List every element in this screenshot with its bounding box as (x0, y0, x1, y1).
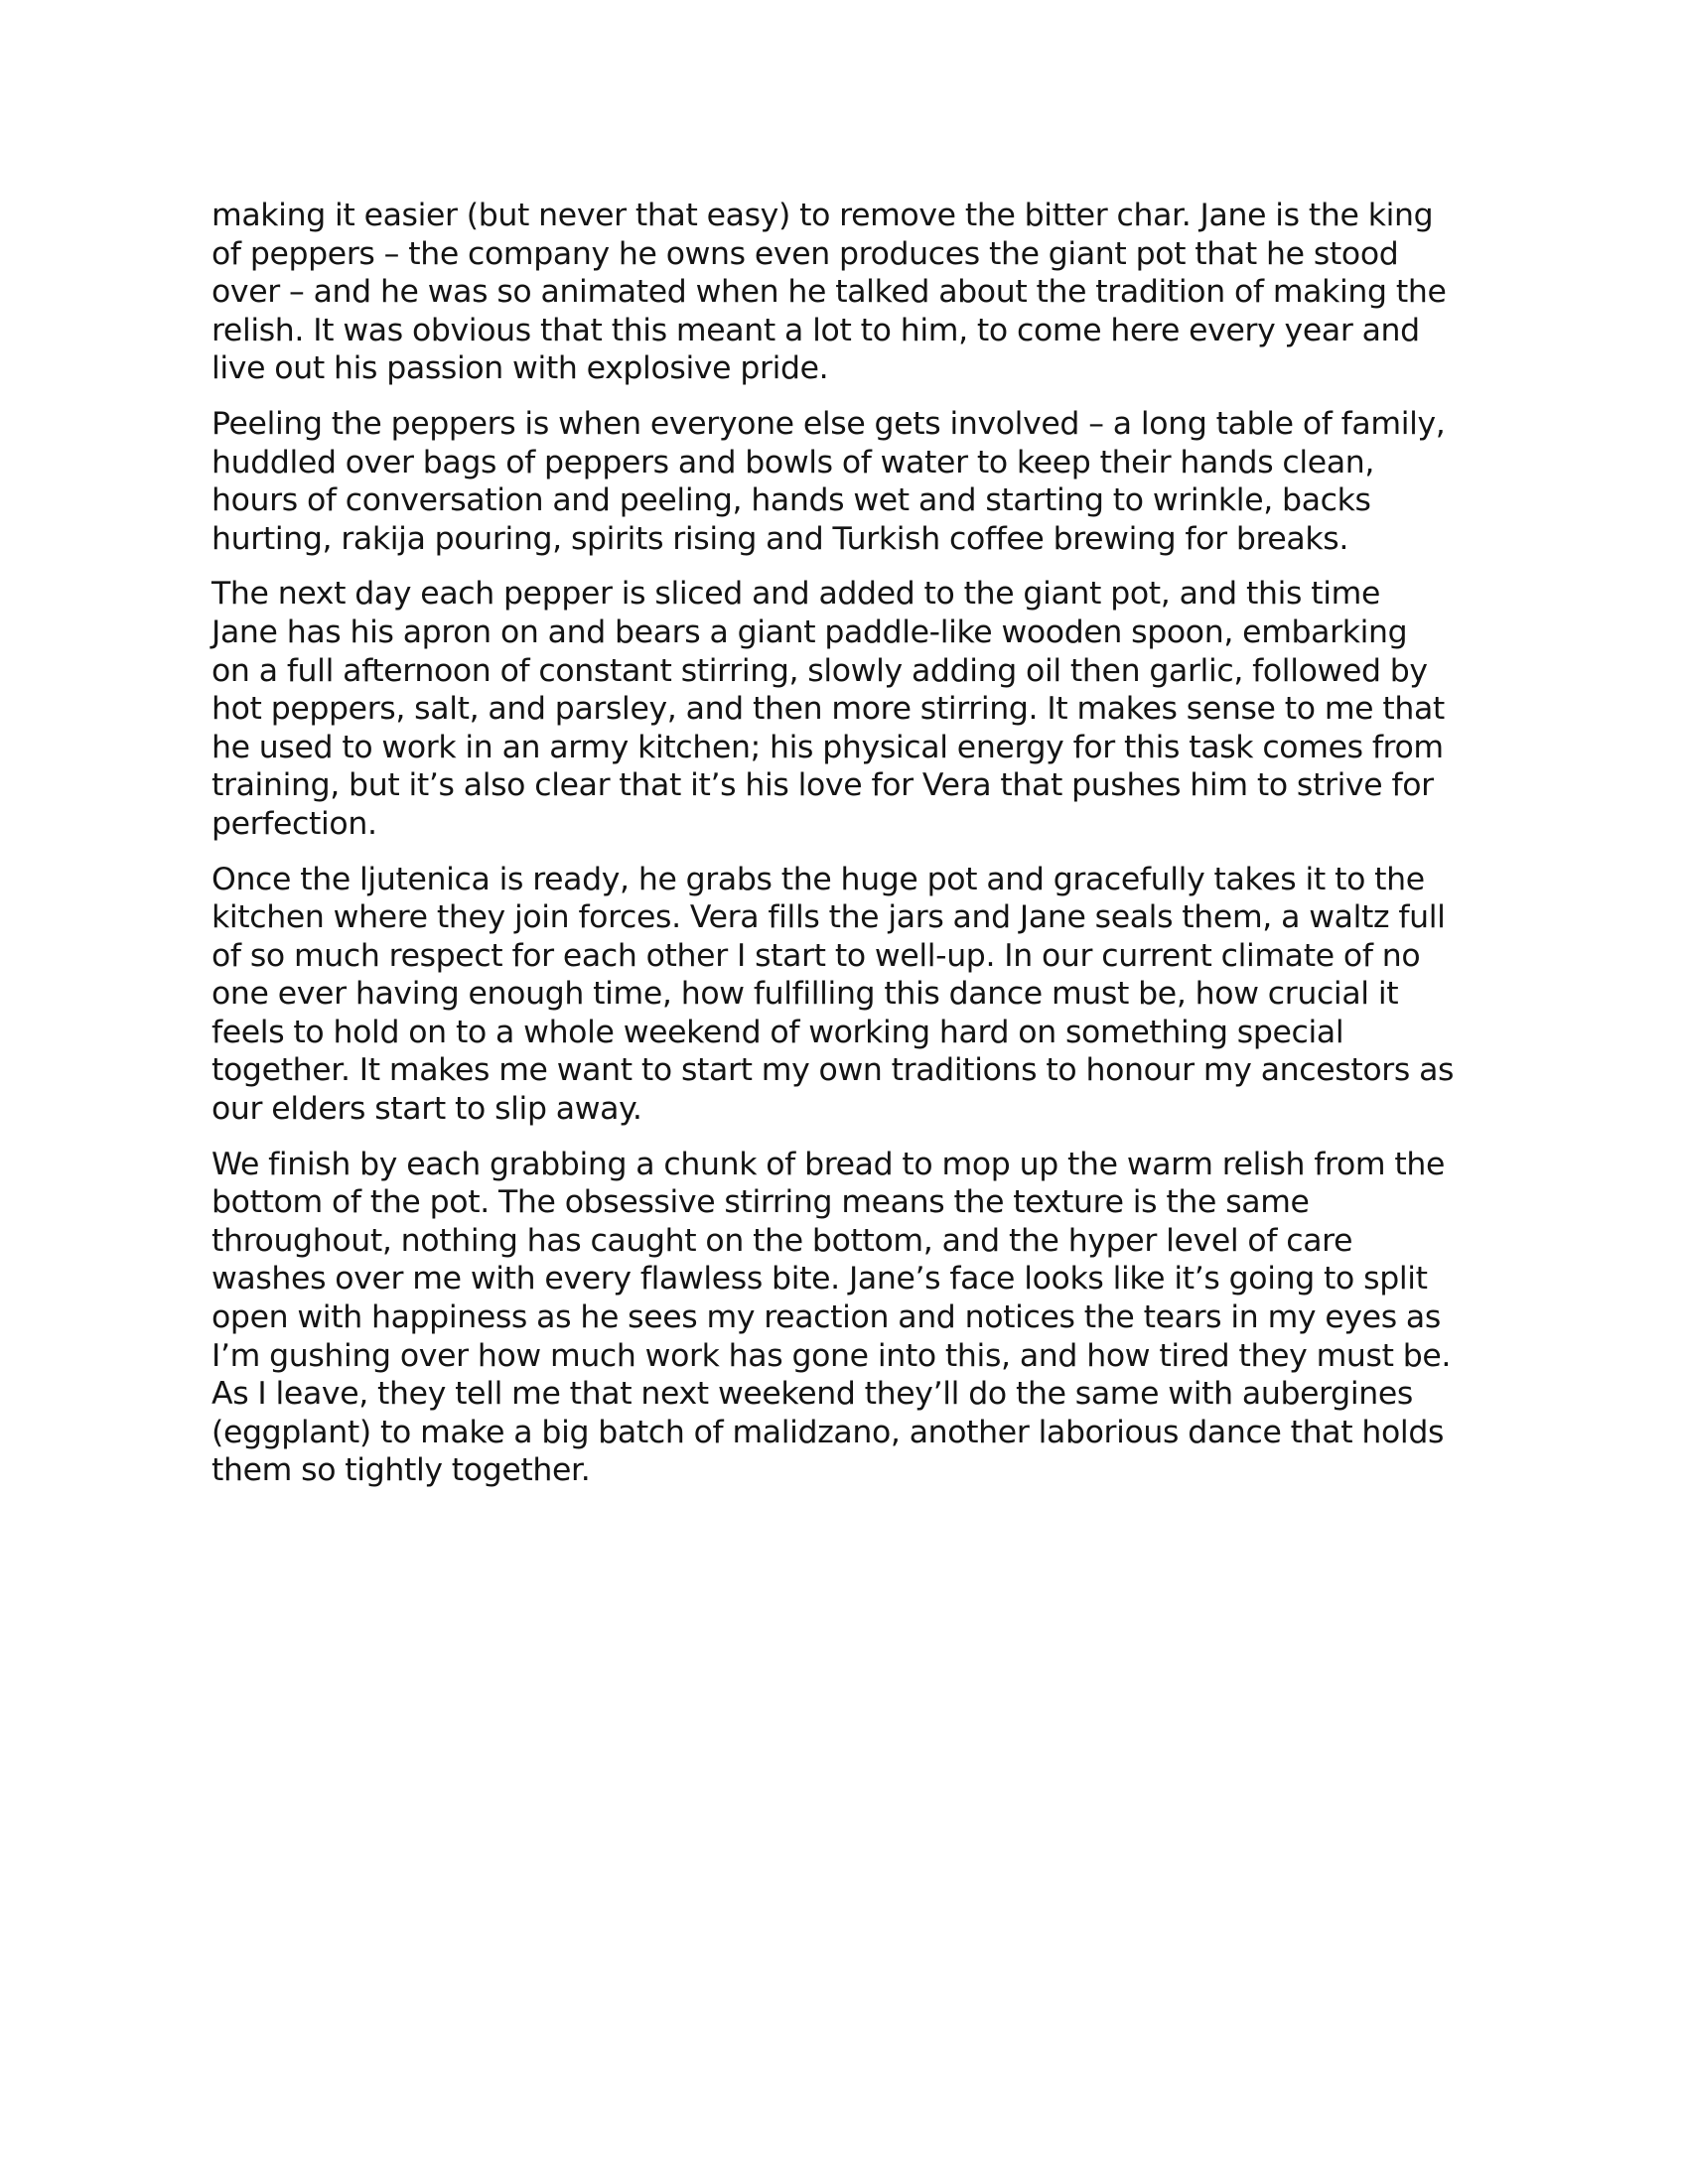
paragraph-4 (211, 861, 1492, 1129)
text-line: huddled over bags of peppers and bowls of water to keep their hands clean, (211, 444, 1375, 480)
text-line: I’m gushing over how much work has gone into this, and how tired they must be. (211, 1337, 1452, 1374)
text-line: Peeling the peppers is when everyone else gets involved – a long table of family, (211, 405, 1446, 442)
text-line: hours of conversation and peeling, hands wet and starting to wrinkle, backs (211, 482, 1371, 519)
body-text (211, 197, 1492, 1507)
text-line: open with happiness as he sees my reaction and notices the tears in my eyes as (211, 1299, 1441, 1336)
text-line: of peppers – the company he owns even produces the giant pot that he stood (211, 235, 1399, 272)
text-line: hurting, rakija pouring, spirits rising and Turkish coffee brewing for breaks. (211, 520, 1348, 557)
text-line: relish. It was obvious that this meant a lot to him, to come here every year and (211, 312, 1420, 348)
text-line: of so much respect for each other I start to well-up. In our current climate of no (211, 937, 1421, 974)
text-line: washes over me with every flawless bite. Jane’s face looks like it’s going to split (211, 1261, 1428, 1297)
text-line: As I leave, they tell me that next weekend they’ll do the same with aubergines (211, 1376, 1413, 1413)
paragraph-3 (211, 575, 1492, 843)
text-line: them so tightly together. (211, 1452, 591, 1489)
text-line: throughout, nothing has caught on the bottom, and the hyper level of care (211, 1222, 1353, 1259)
text-line: on a full afternoon of constant stirring, slowly adding oil then garlic, followed by (211, 652, 1428, 689)
paragraph-1 (211, 197, 1492, 388)
text-line: feels to hold on to a whole weekend of working hard on something special (211, 1014, 1344, 1050)
text-line: live out his passion with explosive pride. (211, 350, 829, 387)
text-line: Once the ljutenica is ready, he grabs the huge pot and gracefully takes it to the (211, 861, 1425, 897)
paragraph-2 (211, 405, 1492, 558)
text-line: training, but it’s also clear that it’s his love for Vera that pushes him to strive for (211, 767, 1434, 804)
text-line: We finish by each grabbing a chunk of bread to mop up the warm relish from the (211, 1146, 1446, 1182)
text-line: (eggplant) to make a big batch of malidzano, another laborious dance that holds (211, 1414, 1445, 1450)
text-line: kitchen where they join forces. Vera fills the jars and Jane seals them, a waltz full (211, 899, 1446, 936)
text-line: hot peppers, salt, and parsley, and then more stirring. It makes sense to me that (211, 691, 1445, 728)
text-line: bottom of the pot. The obsessive stirring means the texture is the same (211, 1184, 1310, 1221)
paragraph-5 (211, 1146, 1492, 1490)
text-line: our elders start to slip away. (211, 1091, 642, 1128)
text-line: over – and he was so animated when he talked about the tradition of making the (211, 274, 1447, 311)
text-line: making it easier (but never that easy) to remove the bitter char. Jane is the king (211, 198, 1434, 233)
text-line: one ever having enough time, how fulfilling this dance must be, how crucial it (211, 976, 1399, 1013)
text-line: perfection. (211, 805, 377, 842)
text-line: The next day each pepper is sliced and added to the giant pot, and this time (211, 576, 1380, 613)
text-line: he used to work in an army kitchen; his physical energy for this task comes from (211, 729, 1444, 765)
text-line: Jane has his apron on and bears a giant paddle-like wooden spoon, embarking (211, 614, 1408, 650)
text-line: together. It makes me want to start my own traditions to honour my ancestors as (211, 1052, 1455, 1089)
